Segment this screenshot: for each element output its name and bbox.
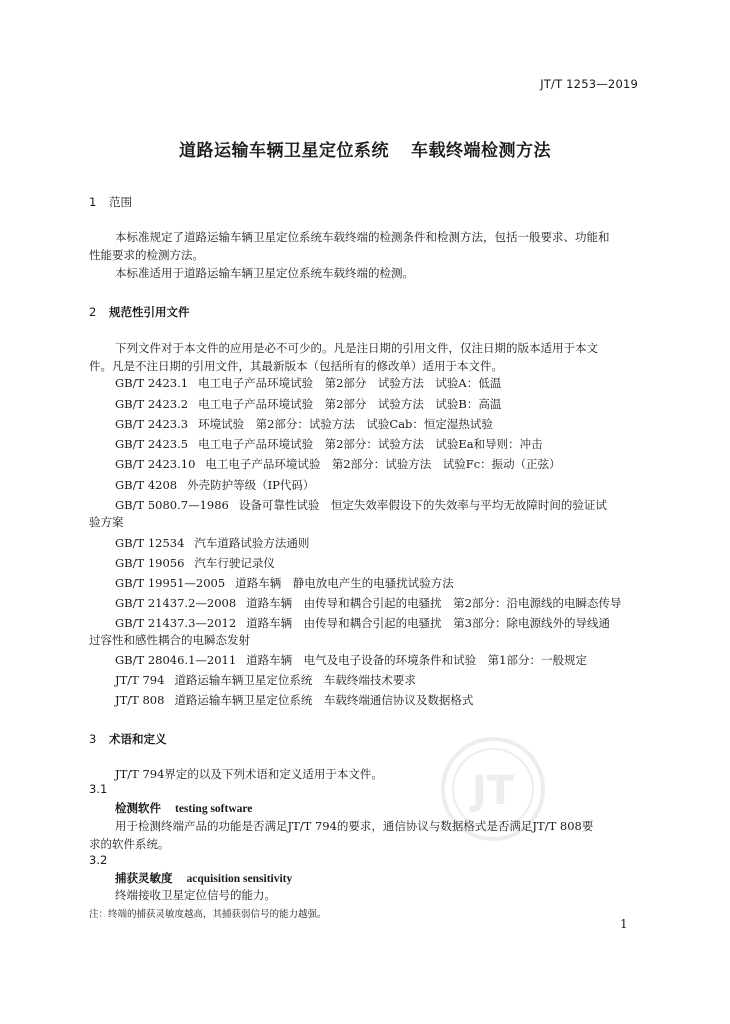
document-number: JT/T 1253—2019: [540, 77, 638, 91]
reference-item: GB/T 2423.3 环境试验 第2部分：试验方法 试验Cab：恒定湿热试验: [115, 417, 493, 431]
term-cn: 检测软件: [115, 801, 161, 815]
section-2-para-1b: 件。凡是不注日期的引用文件，其最新版本（包括所有的修改单）适用于本文件。: [89, 359, 503, 373]
section-3-para-1: JT/T 794界定的以及下列术语和定义适用于本文件。: [115, 767, 383, 781]
section-1-para-1a: 本标准规定了道路运输车辆卫星定位系统车载终端的检测条件和检测方法，包括一般要求、功能和: [115, 230, 610, 244]
title-part-2: 车载终端检测方法: [411, 141, 551, 161]
title-part-1: 道路运输车辆卫星定位系统: [179, 141, 389, 161]
reference-item: GB/T 2423.1 电工电子产品环境试验 第2部分 试验方法 试验A：低温: [115, 376, 502, 390]
reference-item: GB/T 2423.2 电工电子产品环境试验 第2部分 试验方法 试验B：高温: [115, 397, 502, 411]
reference-item-continuation: 过容性和感性耦合的电瞬态发射: [89, 633, 250, 647]
section-1-para-1b: 性能要求的检测方法。: [89, 248, 204, 262]
section-1-heading: 1 范围: [89, 195, 132, 209]
reference-item: GB/T 2423.10 电工电子产品环境试验 第2部分：试验方法 试验Fc：振动（正弦）: [115, 457, 561, 471]
reference-item: GB/T 19056 汽车行驶记录仪: [115, 556, 275, 570]
term-en: acquisition sensitivity: [186, 873, 293, 885]
term-3-1: [115, 800, 252, 816]
reference-item-continuation: 验方案: [89, 515, 124, 529]
reference-item: GB/T 19951—2005 道路车辆 静电放电产生的电骚扰试验方法: [115, 576, 454, 590]
term-3-2: [115, 870, 292, 886]
jt-watermark-seal: [438, 734, 548, 844]
reference-item: GB/T 12534 汽车道路试验方法通则: [115, 536, 310, 550]
term-3-1-definition-a: 用于检测终端产品的功能是否满足JT/T 794的要求，通信协议与数据格式是否满足JT/T 808要: [115, 819, 594, 833]
term-3-2-number: 3.2: [89, 853, 108, 867]
section-2-heading: 2 规范性引用文件: [89, 305, 190, 319]
term-3-1-number: 3.1: [89, 782, 108, 796]
reference-item: JT/T 808 道路运输车辆卫星定位系统 车载终端通信协议及数据格式: [115, 693, 474, 707]
term-en: testing software: [175, 803, 253, 815]
section-2-para-1a: 下列文件对于本文件的应用是必不可少的。凡是注日期的引用文件，仅注日期的版本适用于本文: [115, 341, 598, 355]
reference-item: GB/T 21437.3—2012 道路车辆 由传导和耦合引起的电骚扰 第3部分：除电源线外的导线通: [115, 616, 610, 630]
term-3-2-definition: 终端接收卫星定位信号的能力。: [115, 888, 276, 902]
document-title: [0, 136, 730, 161]
term-cn: 捕获灵敏度: [115, 871, 173, 885]
svg-text:JT: JT: [471, 768, 515, 814]
term-3-1-definition-b: 求的软件系统。: [89, 837, 170, 851]
section-3-heading: 3 术语和定义: [89, 732, 167, 746]
reference-item: GB/T 4208 外壳防护等级（IP代码）: [115, 478, 315, 492]
term-3-2-note: 注：终端的捕获灵敏度越高，其捕获弱信号的能力越强。: [89, 909, 327, 920]
section-1-para-2: 本标准适用于道路运输车辆卫星定位系统车载终端的检测。: [115, 266, 414, 280]
reference-item: JT/T 794 道路运输车辆卫星定位系统 车载终端技术要求: [115, 673, 416, 687]
page-number: 1: [620, 917, 628, 931]
reference-item: GB/T 5080.7—1986 设备可靠性试验 恒定失效率假设下的失效率与平均无故障时间的验证试: [115, 498, 607, 512]
reference-item: GB/T 2423.5 电工电子产品环境试验 第2部分：试验方法 试验Ea和导则：冲击: [115, 437, 543, 451]
reference-item: GB/T 21437.2—2008 道路车辆 由传导和耦合引起的电骚扰 第2部分：沿电源线的电瞬态传导: [115, 596, 622, 610]
reference-item: GB/T 28046.1—2011 道路车辆 电气及电子设备的环境条件和试验 第1部分：一般规定: [115, 653, 587, 667]
